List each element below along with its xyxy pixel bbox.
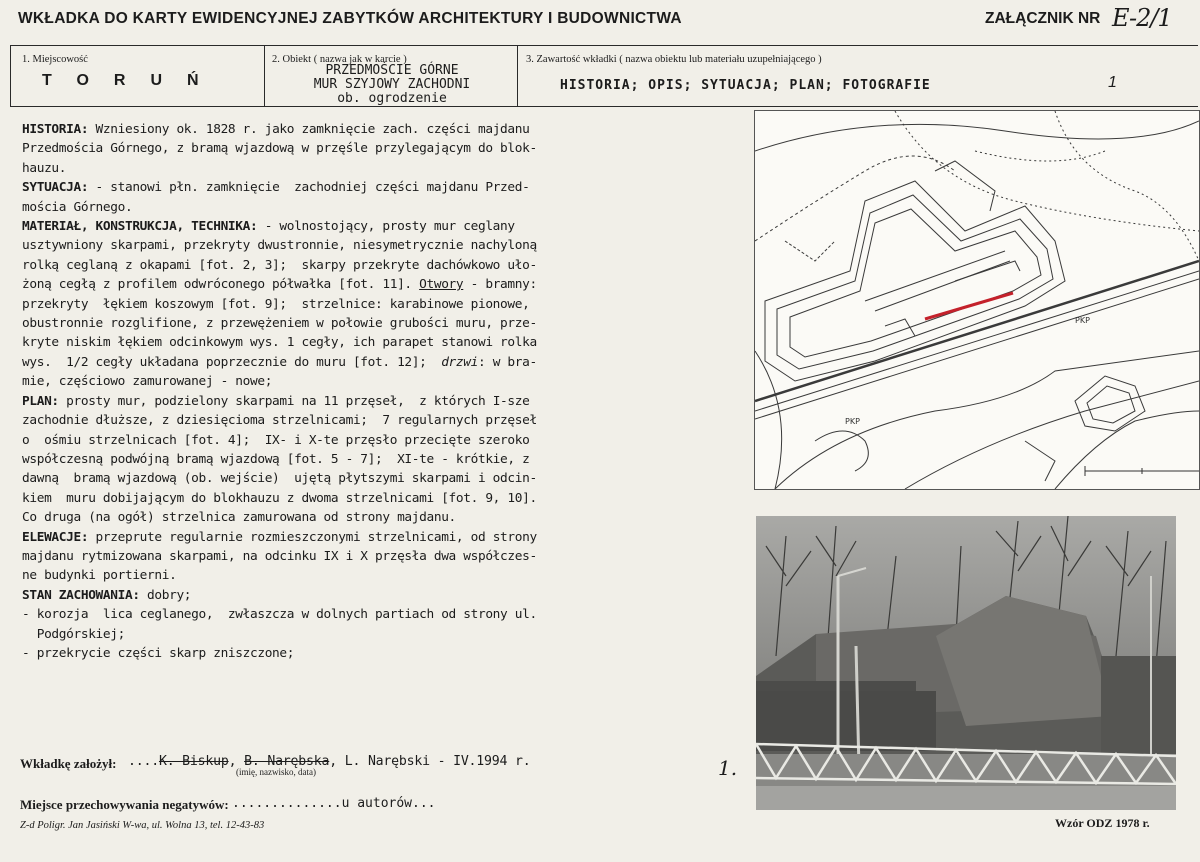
sheet-number: 1.	[718, 756, 738, 780]
founder-dots: ....	[128, 754, 159, 769]
text-line	[22, 159, 747, 178]
text-line	[22, 372, 747, 391]
section-heading: STAN ZACHOWANIA:	[22, 587, 140, 603]
founder-crossed-name-1: K. Biskup	[158, 754, 229, 769]
printer-imprint: Z-d Poligr. Jan Jasiński W-wa, ul. Wolna 13, tel. 12-43-83	[20, 820, 265, 831]
text-line	[22, 217, 747, 236]
obiekt-label: 2. Obiekt ( nazwa jak w karcie )	[272, 54, 407, 65]
text-segment: Podgórskiej;	[22, 626, 125, 642]
text-segment: - korozja lica ceglanego, zwłaszcza w dolnych partiach od strony ul.	[22, 607, 537, 623]
text-segment: Przedmościa Górnego, z bramą wjazdową w przęśle przylegającym do blok-	[22, 141, 537, 157]
founder-name-date: , L. Narębski - IV.1994 r.	[329, 754, 531, 769]
text-line	[22, 508, 747, 527]
text-segment: Otwory	[419, 277, 464, 293]
negatives-label: Miejsce przechowywania negatywów:	[20, 797, 229, 812]
zawartosc-label: 3. Zawartość wkładki ( nazwa obiektu lub materiału uzupełniającego )	[526, 54, 822, 65]
text-line	[22, 314, 747, 333]
text-line	[22, 178, 747, 197]
text-line	[22, 295, 747, 314]
negatives-value: ..............u autorów...	[232, 796, 436, 811]
obiekt-line-1: PRZEDMOŚCIE GÓRNE	[325, 63, 459, 78]
text-segment: kryte niskim łękiem odcinkowym wys. 1 cegły, ich parapet stanowi rolka	[22, 335, 537, 351]
text-segment: kiem muru dobijającym do blokhauzu z dwoma strzelnicami [fot. 9, 10].	[22, 490, 537, 506]
map-label-pkp-1: PKP	[1075, 316, 1090, 325]
header-divider	[10, 45, 1198, 46]
text-segment: Wzniesiony ok. 1828 r. jako zamknięcie zach. części majdanu	[88, 122, 530, 137]
text-line	[22, 489, 747, 508]
map-label-pkp-2: PKP	[845, 417, 860, 426]
text-segment: obustronnie rozglifione, z przewężeniem w połowie grubości muru, prze-	[22, 316, 537, 332]
text-segment: - wolnostojący, prosty mur ceglany	[257, 219, 515, 235]
text-segment: mościa Górnego.	[22, 199, 133, 215]
site-plan-map	[754, 110, 1200, 490]
text-segment: wys. 1/2 cegły układana poprzecznie do muru [fot. 12];	[22, 354, 442, 370]
text-line	[22, 566, 747, 585]
section-heading: HISTORIA:	[22, 122, 89, 137]
text-segment: - przekrycie części skarp zniszczone;	[22, 645, 295, 661]
fields-divider	[10, 106, 1198, 107]
obiekt-line-3: ob. ogrodzenie	[337, 91, 447, 106]
text-segment: prosty mur, podzielony skarpami na 11 przęseł, z których I-sze	[58, 393, 530, 409]
text-segment: : w bra-	[477, 354, 537, 370]
text-line	[22, 120, 747, 139]
text-segment: - bramny:	[463, 277, 537, 293]
text-line	[22, 547, 747, 566]
text-line	[22, 586, 747, 605]
text-line	[22, 256, 747, 275]
text-segment: - stanowi płn. zamknięcie zachodniej części majdanu Przed-	[88, 180, 530, 196]
attachment-label: ZAŁĄCZNIK NR	[985, 10, 1101, 27]
text-line	[22, 469, 747, 488]
founder-separator: ,	[228, 754, 245, 769]
text-segment: rolką ceglaną z okapami [fot. 2, 3]; skarpy przekryte dachówkowo uło-	[22, 257, 537, 273]
text-segment: żoną cegłą z profilem odwróconego półwałka [fot. 11].	[22, 277, 420, 293]
text-line	[22, 625, 747, 644]
founder-crossed-name-2: B. Narębska	[244, 754, 330, 769]
description-text	[22, 120, 747, 663]
zawartosc-number: 1	[1108, 74, 1117, 91]
text-line	[22, 353, 747, 372]
miejscowosc-label: 1. Miejscowość	[22, 54, 88, 65]
section-heading: SYTUACJA:	[22, 180, 89, 196]
text-segment: Co druga (na ogół) strzelnica zamurowana od strony majdanu.	[22, 510, 456, 526]
section-heading: ELEWACJE:	[22, 529, 89, 545]
text-segment: usztywniony skarpami, przekryty dwustronnie, niesymetrycznie nachyloną	[22, 238, 537, 254]
text-line	[22, 528, 747, 547]
map-drawing	[755, 111, 1199, 489]
text-segment: ne budynki portierni.	[22, 568, 177, 584]
text-segment: dawną bramą wjazdową (ob. wejście) ujętą płytszymi skarpami i odcin-	[22, 471, 537, 487]
text-segment: zachodnie dłuższe, z dziesięcioma strzelnicami; 7 regularnych przęseł	[22, 413, 537, 429]
miejscowosc-value: TORUŃ	[42, 72, 224, 89]
zawartosc-value: HISTORIA; OPIS; SYTUACJA; PLAN; FOTOGRAFIE	[560, 78, 931, 93]
section-heading: PLAN:	[22, 393, 59, 409]
text-segment: przeprute regularnie rozmieszczonymi strzelnicami, od strony	[88, 529, 537, 545]
obiekt-line-2: MUR SZYJOWY ZACHODNI	[313, 77, 471, 92]
founder-hint: (imię, nazwisko, data)	[236, 767, 316, 777]
founder-label: Wkładkę założył:	[20, 756, 117, 771]
text-segment: drzwi	[441, 354, 478, 370]
founder-value	[128, 754, 530, 769]
text-line	[22, 392, 747, 411]
field-sep-1	[264, 45, 265, 107]
text-line	[22, 275, 747, 294]
text-line	[22, 450, 747, 469]
text-segment: majdanu rytmizowana skarpami, na odcinku IX i X przęsła dwa współczes-	[22, 548, 537, 564]
text-segment: hauzu.	[22, 160, 67, 176]
text-segment: przekryty łękiem koszowym [fot. 9]; strzelnice: karabinowe pionowe,	[22, 296, 530, 312]
text-line	[22, 411, 747, 430]
wall-photograph	[756, 516, 1176, 810]
text-line	[22, 333, 747, 352]
text-line	[22, 236, 747, 255]
text-line	[22, 644, 747, 663]
text-segment: o ośmiu strzelnicach [fot. 4]; IX- i X-te przęsło przecięte szeroko	[22, 432, 530, 448]
form-template-id: Wzór ODZ 1978 r.	[1055, 816, 1150, 830]
section-heading: MATERIAŁ, KONSTRUKCJA, TECHNIKA:	[22, 219, 258, 235]
field-sep-2	[517, 45, 518, 107]
text-segment: dobry;	[139, 587, 192, 603]
frame-left	[10, 45, 11, 107]
text-line	[22, 198, 747, 217]
text-line	[22, 139, 747, 158]
text-line	[22, 431, 747, 450]
attachment-number: E-2/1	[1112, 4, 1172, 32]
text-segment: współczesną podwójną bramą wjazdową [fot. 5 - 7]; XI-te - krótkie, z	[22, 451, 530, 467]
form-title: WKŁADKA DO KARTY EWIDENCYJNEJ ZABYTKÓW ARCHITEKTURY I BUDOWNICTWA	[18, 10, 682, 27]
text-line	[22, 605, 747, 624]
photo-drawing	[756, 516, 1176, 810]
text-segment: mie, częściowo zamurowanej - nowe;	[22, 374, 273, 390]
